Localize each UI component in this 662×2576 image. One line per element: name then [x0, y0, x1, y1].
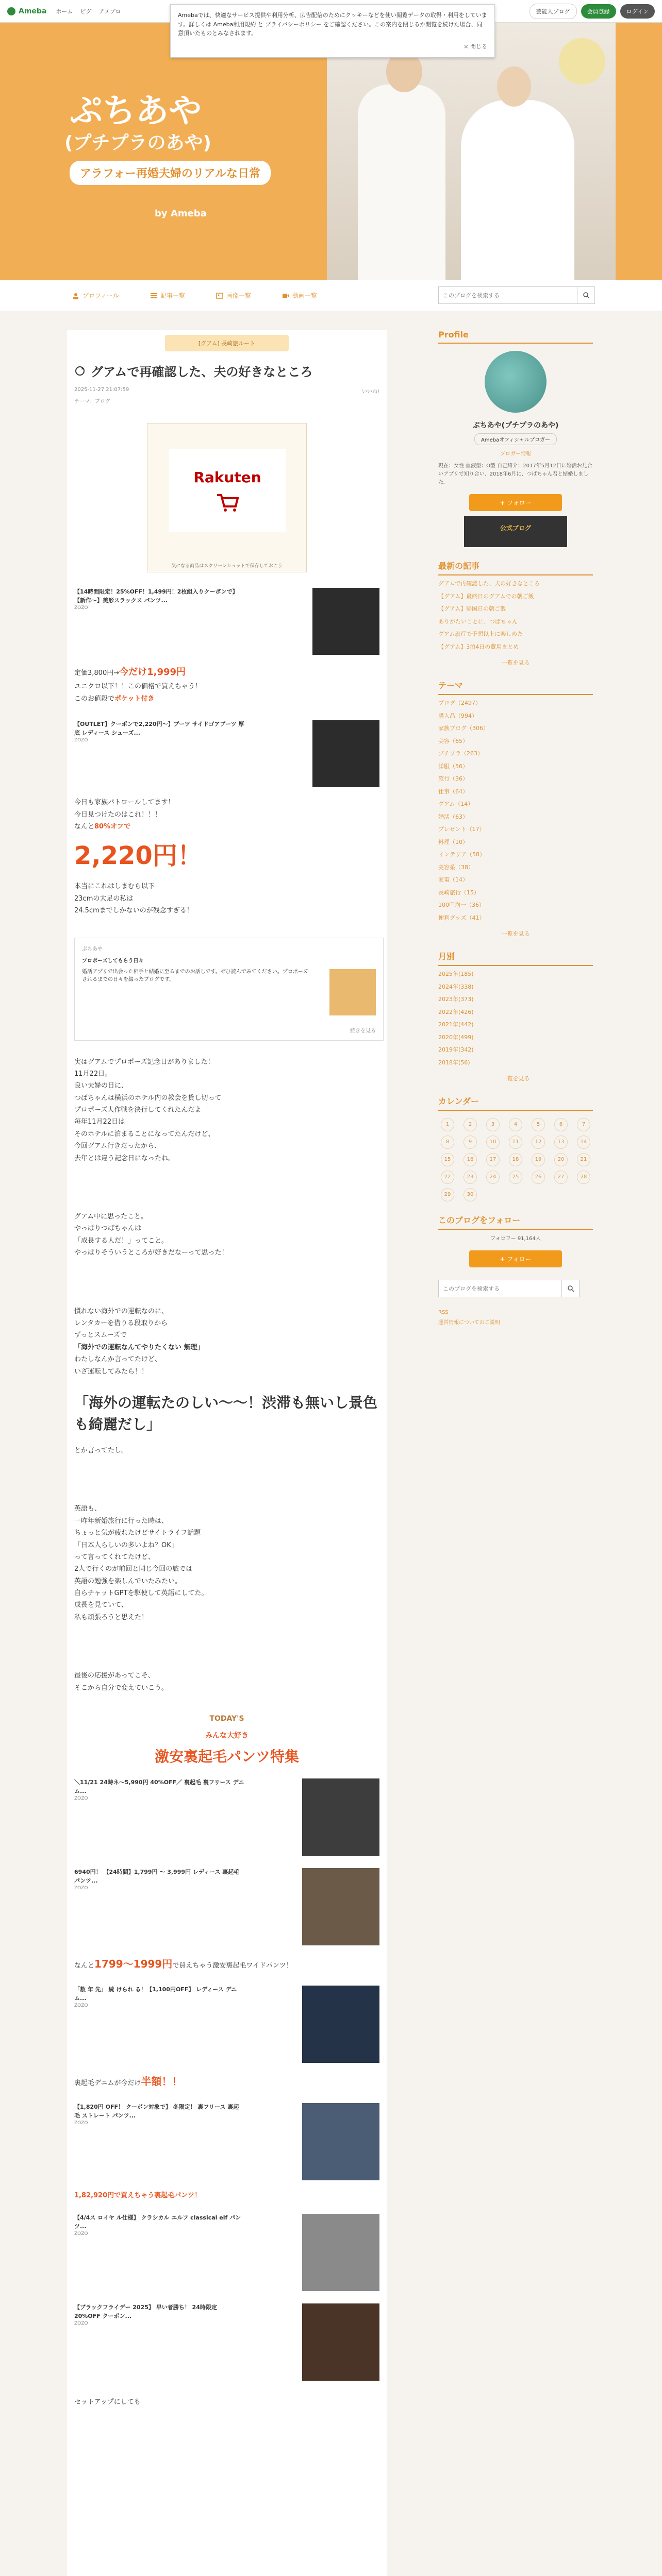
- couple-photo: [327, 23, 616, 280]
- product-2-shop: ZOZO: [74, 738, 88, 743]
- recent-item[interactable]: ありがたいことに、つばちゃん: [438, 618, 518, 625]
- body-block-3: [74, 1306, 379, 1378]
- blog-search-input[interactable]: [438, 286, 577, 304]
- body-line-8: 今回グアム行きだったから、: [74, 1142, 161, 1150]
- article-headline: 「海外の運転たのしい〜〜！渋滞も無いし景色も綺麗だし」: [74, 1394, 378, 1433]
- copy-block-1: [74, 664, 379, 705]
- search-icon: [567, 1285, 574, 1292]
- calendar-day[interactable]: 18: [509, 1153, 522, 1166]
- body-line-11: やっぱりつばちゃんは: [74, 1225, 142, 1233]
- copy-line-5: 今日見つけたのはこれ！！！: [74, 810, 162, 819]
- calendar-day[interactable]: 14: [577, 1136, 590, 1149]
- copy-line-3a: このお値段で: [74, 694, 115, 703]
- coupon-note: [74, 2190, 379, 2201]
- body-line-27: 英語の勉強を楽しんでいたみたい。: [74, 1577, 182, 1585]
- list-item-info: [74, 1778, 244, 1856]
- theme-item[interactable]: ブログ（2497）: [438, 700, 481, 706]
- calendar-day[interactable]: 6: [554, 1118, 568, 1131]
- sidebar-search: [438, 1280, 593, 1297]
- entry-date: 2025-11-27 21:07:59: [74, 387, 129, 393]
- sidebar: [438, 330, 593, 1978]
- body-line-1: 実はグアムでプロポーズ記念日がありました！: [74, 1058, 214, 1066]
- body-line-9: 去年とは違う記念日になったね。: [74, 1154, 175, 1162]
- product-card-2[interactable]: [74, 720, 379, 787]
- copy-line-9: 24.5cmまでしかないのが残念すぎる！: [74, 907, 193, 915]
- product-1-shop: ZOZO: [74, 605, 88, 611]
- celebrity-blog-link[interactable]: 芸能人ブログ: [529, 4, 577, 19]
- body-line-2: 11月22日。: [74, 1070, 112, 1078]
- product-1-title: 【14時間限定！25%OFF！1,499円！2枚組入りクーポンで】【新作～】美形スラックス パンツ...: [74, 588, 238, 604]
- month-list: [438, 970, 593, 1067]
- blog-byline: by Ameba: [155, 208, 207, 219]
- body-line-26: 2人で行くのが前回と同じ今回の旅では: [74, 1565, 193, 1573]
- calendar-day[interactable]: 10: [486, 1136, 500, 1149]
- body-line-21: 英語も、: [74, 1505, 102, 1513]
- body-line-24: 「日本人らしいの多いよね？OK」: [74, 1541, 178, 1549]
- half-note-2: 半額！！: [141, 2075, 183, 2088]
- theme-item[interactable]: プレゼント（17）: [438, 826, 485, 833]
- body-line-28: 自らチャットGPTを駆使して英語にしてた。: [74, 1589, 208, 1598]
- calendar-day[interactable]: 8: [441, 1136, 454, 1149]
- set-note: セットアップにしても: [74, 2398, 141, 2406]
- list-item-title: 「数 年 先」 続 けられ る！【1,100円OFF】 レディース デニム...: [74, 1986, 237, 2002]
- body-line-12: 「成長する人だ！」ってこと。: [74, 1236, 169, 1245]
- theme-item[interactable]: 旅行（36）: [438, 775, 468, 782]
- body-line-17: 「海外での運転なんてやりたくない 無理」: [74, 1343, 204, 1351]
- body-line-6: 毎年11月22日は: [74, 1118, 125, 1126]
- list-item-image: [302, 2303, 379, 2381]
- body-line-20: とか言ってたし。: [74, 1446, 128, 1454]
- calendar-day[interactable]: 25: [509, 1171, 522, 1184]
- refresh-icon: [74, 365, 86, 377]
- operation-info-link[interactable]: 運営情報についてのご説明: [438, 1320, 500, 1326]
- image-icon: [216, 292, 223, 299]
- copy-line-2: ユニクロ以下！！この価格で買えちゃう！: [74, 683, 202, 691]
- today-label: TODAY'S: [209, 1715, 244, 1723]
- calendar-day[interactable]: 5: [532, 1118, 545, 1131]
- bride-figure: [461, 100, 574, 280]
- calendar: [438, 1118, 593, 1201]
- body-block-5: [74, 1503, 379, 1623]
- nav-images-label: 画像一覧: [226, 292, 251, 299]
- register-button[interactable]: 会員登録: [581, 4, 616, 19]
- product-2-title: 【OUTLET】クーポンで2,220円〜】ブーツ サイドゴアブーツ 厚底 レディース シューズ...: [74, 721, 244, 736]
- entry-meta: [74, 387, 379, 395]
- list-item-shop: ZOZO: [74, 2003, 88, 2009]
- blog-header-image: [0, 23, 662, 280]
- calendar-day[interactable]: 11: [509, 1136, 522, 1149]
- theme-item[interactable]: 家族ブログ（306）: [438, 725, 489, 732]
- month-item[interactable]: 2022年(426): [438, 1008, 474, 1015]
- theme-item[interactable]: プチプラ（263）: [438, 750, 483, 757]
- list-item-shop: ZOZO: [74, 1886, 88, 1891]
- half-note-1: 裏起毛デニムが今だけ: [74, 2079, 141, 2088]
- reblog-card[interactable]: [74, 938, 384, 1041]
- rss-link[interactable]: RSS: [438, 1310, 449, 1315]
- entry-title-text: グアムで再確認した、夫の好きなところ: [91, 365, 313, 379]
- nav-ameblo[interactable]: アメブロ: [98, 8, 121, 15]
- follower-count: フォロワー 91,164人: [490, 1236, 541, 1242]
- body-line-16: ずっとスムーズで: [74, 1331, 127, 1340]
- calendar-day[interactable]: 2: [464, 1118, 477, 1131]
- body-block-6: [74, 1670, 379, 1694]
- reblog-text: 婚活アプリで出会った相手と結婚に至るまでのお話しです。ぜひ読んでみてください。プロポーズされるまでの日々を綴ったブログです。: [82, 969, 308, 982]
- body-line-19: いざ運転してみたら！！: [74, 1367, 148, 1376]
- calendar-day[interactable]: 9: [464, 1136, 477, 1149]
- recent-heading: 最新の記事: [438, 560, 593, 575]
- follow-button-bottom[interactable]: + フォロー: [469, 1250, 562, 1267]
- theme-item[interactable]: 料理（10）: [438, 838, 468, 845]
- list-item-title: 【1,820円 OFF！ クーポン対象で】 冬限定！ 裏フリース 裏起毛 ストレート パンツ...: [74, 2104, 239, 2119]
- body-line-23: ちょっと気が疲れたけどサイトライフ話題: [74, 1529, 201, 1537]
- month-more-link[interactable]: 一覧を見る: [501, 1075, 530, 1082]
- body-line-32: そこから自分で変えていこう。: [74, 1684, 169, 1692]
- avatar[interactable]: [485, 351, 547, 413]
- nav-entries[interactable]: [150, 291, 185, 300]
- body-line-22: 一昨年新婚旅行に行った時は、: [74, 1517, 169, 1525]
- copy-line-4: 今日も家族パトロールしてます！: [74, 799, 175, 807]
- login-button[interactable]: ログイン: [620, 4, 655, 19]
- bride-face: [497, 66, 531, 107]
- list-item[interactable]: [74, 1868, 379, 1945]
- list-icon: [150, 292, 157, 299]
- list-item-shop: ZOZO: [74, 1796, 88, 1802]
- body-line-29: 成長を見ていて、: [74, 1601, 128, 1609]
- bouquet: [559, 38, 605, 84]
- calendar-day[interactable]: 17: [486, 1153, 500, 1166]
- theme-item[interactable]: インテリア（58）: [438, 851, 485, 858]
- sale-price: 今だけ1,999円: [119, 667, 186, 677]
- body-line-4: つばちゃんは横浜のホテル内の教会を貸し切って: [74, 1094, 222, 1102]
- body-line-14: 慣れない海外での運転なのに、: [74, 1307, 169, 1315]
- theme-item[interactable]: 長崎旅行（15）: [438, 889, 479, 896]
- theme-item[interactable]: 美容（65）: [438, 737, 468, 744]
- sidebar-footer: [438, 1308, 593, 1328]
- list-item-title: ＼11/21 24時ネ〜5,990円 40%OFF／ 裏起毛 裏フリース デニム...: [74, 1779, 244, 1794]
- product-1-info: [74, 588, 244, 655]
- top-nav: [56, 7, 121, 15]
- theme-item[interactable]: 購入品（994）: [438, 712, 477, 719]
- calendar-heading: カレンダー: [438, 1095, 593, 1111]
- list-item-image: [302, 1778, 379, 1856]
- theme-item[interactable]: 美容系（38）: [438, 863, 474, 871]
- body-block-4: [74, 1445, 379, 1456]
- price-note: [74, 1955, 379, 1973]
- calendar-day[interactable]: 23: [464, 1171, 477, 1184]
- list-item[interactable]: [74, 2214, 379, 2291]
- official-blog-banner[interactable]: 公式ブログ: [464, 516, 567, 547]
- month-item[interactable]: 2021年(442): [438, 1021, 474, 1028]
- recent-item[interactable]: グアムで再確認した、夫の好きなところ: [438, 580, 540, 587]
- user-icon: [72, 292, 79, 299]
- cart-icon: [215, 492, 240, 513]
- today-sub: みんな大好き: [205, 1732, 249, 1740]
- theme-item[interactable]: グアム（14）: [438, 801, 474, 807]
- product-2-image: [312, 720, 379, 787]
- copy-block-3: [74, 880, 379, 917]
- calendar-day[interactable]: 12: [532, 1136, 545, 1149]
- reblog-header: ぷちあや: [82, 946, 103, 952]
- list-item-info: [74, 2103, 244, 2180]
- blog-search: [438, 286, 595, 304]
- sidebar-search-input[interactable]: [438, 1280, 562, 1297]
- profile-name[interactable]: ぷちあや(プチプラのあや): [472, 421, 559, 430]
- recent-list: [438, 580, 593, 651]
- cookie-notice-text: Amebaでは、快適なサービス提供や利用分析、広告配信のためにクッキーなどを使い閲覧データの取得・利用をしています。詳しくは Ameba利用規約 と プライバシーポリシー をご確認ください。この案内を閉じるか閲覧を続けた場合、同意頂いたものとみなされます。: [178, 12, 487, 37]
- today-title: 激安裏起毛パンツ特集: [154, 1748, 299, 1766]
- body-line-3: 良い夫婦の日に、: [74, 1082, 128, 1090]
- calendar-day[interactable]: 22: [441, 1171, 454, 1184]
- calendar-day[interactable]: 29: [441, 1188, 454, 1201]
- calendar-day[interactable]: 30: [464, 1188, 477, 1201]
- calendar-day[interactable]: 27: [554, 1171, 568, 1184]
- price-line: [74, 664, 379, 681]
- month-item[interactable]: 2019年(342): [438, 1046, 474, 1053]
- theme-item[interactable]: 婚活（63）: [438, 813, 468, 820]
- body-line-15: レンタカーを借りる段取りから: [74, 1319, 168, 1327]
- list-item[interactable]: [74, 1986, 379, 2063]
- theme-item[interactable]: 洋服（56）: [438, 762, 468, 770]
- theme-heading: テーマ: [438, 679, 593, 695]
- list-item[interactable]: [74, 1778, 379, 1856]
- search-button[interactable]: [577, 286, 595, 304]
- body-line-31: 最後の応援があってこそ、: [74, 1672, 155, 1680]
- list-item[interactable]: [74, 2103, 379, 2180]
- half-note: [74, 2072, 379, 2091]
- calendar-day[interactable]: 4: [509, 1118, 522, 1131]
- groom-figure: [358, 84, 445, 280]
- nav-videos[interactable]: [282, 291, 317, 300]
- sidebar-search-button[interactable]: [562, 1280, 580, 1297]
- product-1-image: [312, 588, 379, 655]
- article: [67, 330, 387, 2576]
- profile-heading: Profile: [438, 330, 593, 344]
- copy-line-6b: 80%オフで: [94, 822, 131, 831]
- nav-profile[interactable]: [72, 291, 119, 300]
- list-item-shop: ZOZO: [74, 2321, 88, 2327]
- list-item-shop: ZOZO: [74, 2231, 88, 2237]
- copy-line-6: [74, 821, 379, 833]
- body-line-30: 私も頑張ろうと思えた！: [74, 1613, 148, 1621]
- list-item-image: [302, 2103, 379, 2180]
- month-item[interactable]: 2025年(185): [438, 971, 474, 977]
- product-list: [74, 1778, 379, 2409]
- list-item-info: [74, 2303, 244, 2381]
- theme-item[interactable]: 便利グッズ（41）: [438, 914, 485, 921]
- recent-item[interactable]: グアム旅行で予想以上に楽しめた: [438, 631, 523, 637]
- calendar-day[interactable]: 16: [464, 1153, 477, 1166]
- reblog-more-link[interactable]: 続きを見る: [350, 1028, 376, 1034]
- search-icon: [583, 292, 590, 299]
- nav-videos-label: 動画一覧: [292, 292, 317, 299]
- list-item-title: 【ブラックフライデー 2025】 早い者勝ち！ 24時限定 20%OFF クーポン...: [74, 2304, 217, 2319]
- cookie-notice: [170, 4, 495, 58]
- theme-list: [438, 699, 593, 922]
- calendar-day[interactable]: 15: [441, 1153, 454, 1166]
- calendar-day[interactable]: 19: [532, 1153, 545, 1166]
- month-heading: 月別: [438, 950, 593, 966]
- list-item-image: [302, 2214, 379, 2291]
- body-line-18: わたしなんか言ってたけど、: [74, 1355, 162, 1364]
- cookie-notice-close-button[interactable]: × 閉じる: [464, 43, 487, 50]
- theme-more-link[interactable]: 一覧を見る: [501, 930, 530, 937]
- recent-item[interactable]: 【グアム】3泊4日の費用まとめ: [438, 643, 519, 650]
- list-item-info: [74, 1868, 244, 1945]
- list-item-shop: ZOZO: [74, 2121, 88, 2126]
- body-line-7: そのホテルに泊まることになってたんだけど、: [74, 1130, 215, 1138]
- blog-tagline: アラフォー再婚夫婦のリアルな日常: [70, 161, 271, 185]
- calendar-day[interactable]: 7: [577, 1118, 590, 1131]
- entry-theme-label[interactable]: テーマ：ブログ: [74, 399, 110, 404]
- price-note-1: なんと: [74, 1962, 95, 1970]
- body-line-10: グアム中に思ったこと。: [74, 1213, 148, 1221]
- ameba-logo-icon: [7, 7, 15, 15]
- body-block-1: [74, 1056, 379, 1165]
- calendar-day[interactable]: 24: [486, 1171, 500, 1184]
- body-line-25: って言ってくれてたけど、: [74, 1553, 155, 1561]
- theme-item[interactable]: 家電（14）: [438, 876, 468, 883]
- price-note-2: 1799〜1999円: [94, 1958, 173, 1971]
- rakuten-logo-text: Rakuten: [193, 468, 261, 486]
- calendar-day[interactable]: 26: [532, 1171, 545, 1184]
- original-price: 定価3,800円→: [74, 669, 120, 677]
- copy-line-8: 23cmの大足の私は: [74, 894, 134, 903]
- theme-item[interactable]: 仕事（64）: [438, 788, 468, 795]
- month-item[interactable]: 2018年(56): [438, 1059, 470, 1066]
- big-price: 2,220円！: [74, 841, 202, 871]
- rakuten-room-widget[interactable]: [147, 423, 307, 572]
- calendar-day[interactable]: 13: [554, 1136, 568, 1149]
- theme-item[interactable]: 100円均一（36）: [438, 902, 485, 908]
- list-item[interactable]: [74, 2303, 379, 2381]
- nav-pigg[interactable]: ピグ: [80, 8, 92, 15]
- blogger-info-link[interactable]: ブロガー情報: [500, 451, 531, 457]
- nav-entries-label: 記事一覧: [160, 292, 185, 299]
- body-line-13: やっぱりそういうところが好きだなーって思った！: [74, 1249, 228, 1257]
- product-2-info: [74, 720, 244, 787]
- calendar-day[interactable]: 28: [577, 1171, 590, 1184]
- body-block-2: [74, 1211, 379, 1259]
- follow-heading: このブログをフォロー: [438, 1214, 593, 1230]
- coupon-note-text: 1,82,920円で買えちゃう裏起毛パンツ！: [74, 2192, 202, 2200]
- rakuten-caption: 気になる商品はスクリーンショットで保存しておこう: [171, 564, 283, 569]
- product-card-1[interactable]: [74, 588, 379, 655]
- calendar-day[interactable]: 21: [577, 1153, 590, 1166]
- copy-block-2: [74, 796, 379, 833]
- list-item-title: 【4/4ス ロイヤ ル仕様】 クラシカル エルフ classical elf パンツ...: [74, 2214, 241, 2230]
- list-item-info: [74, 2214, 244, 2291]
- recent-more-link[interactable]: 一覧を見る: [501, 659, 530, 666]
- follow-button[interactable]: + フォロー: [469, 494, 562, 511]
- recent-item[interactable]: 【グアム】帰国日の朝ご飯: [438, 605, 506, 612]
- nav-images[interactable]: [216, 291, 251, 300]
- recent-item[interactable]: 【グアム】最終日のグアムでの朝ご飯: [438, 592, 534, 600]
- list-item-title: 6940円！ 【24時間】1,799円 〜 3,999円 レディース 裏起毛 パンツ...: [74, 1869, 240, 1884]
- copy-line-3b: ポケット付き: [114, 694, 155, 703]
- reblog-image: [329, 969, 376, 1015]
- header-actions: [529, 4, 655, 19]
- blog-title: ぷちあや: [70, 92, 202, 130]
- month-item[interactable]: 2020年(499): [438, 1033, 474, 1041]
- calendar-day[interactable]: 1: [441, 1118, 454, 1131]
- nav-home[interactable]: ホーム: [56, 8, 73, 15]
- blog-subtitle: (プチプラのあや): [64, 132, 211, 154]
- list-item-image: [302, 1986, 379, 2063]
- today-banner: [74, 1715, 379, 1766]
- month-item[interactable]: 2023年(373): [438, 996, 474, 1003]
- copy-line-6a: なんと: [74, 822, 95, 831]
- reblog-title: プロポーズしてもらう日々: [82, 958, 144, 964]
- entry-title[interactable]: [74, 362, 379, 380]
- nav-profile-label: プロフィール: [82, 292, 119, 299]
- video-icon: [282, 292, 289, 299]
- official-badge: Amebaオフィシャルブロガー: [474, 433, 557, 445]
- month-item[interactable]: 2024年(338): [438, 983, 474, 990]
- copy-line-7: 本当にこれはしまむら以下: [74, 883, 155, 891]
- ameba-logo[interactable]: [7, 7, 46, 15]
- rakuten-logo: [169, 449, 286, 532]
- copy-line-3: [74, 693, 379, 705]
- list-item-image: [302, 1868, 379, 1945]
- price-note-3: で買えちゃう激安裏起毛ワイドパンツ！: [172, 1962, 293, 1970]
- theme-badge[interactable]: [グアム] 長崎旅ルート: [165, 335, 289, 351]
- list-item-info: [74, 1986, 244, 2063]
- like-button[interactable]: いいね!: [361, 389, 379, 395]
- profile-text: 現在：女性 血液型：O型 自己紹介：2017年5月12日に婚活お見合いアプリで知り合い、2018年6月に、つばちゃん君と結婚しました。: [438, 463, 592, 485]
- brand-text: Ameba: [19, 7, 47, 15]
- calendar-day[interactable]: 20: [554, 1153, 568, 1166]
- calendar-day[interactable]: 3: [486, 1118, 500, 1131]
- body-line-5: プロポーズ大作戦を決行してくれたんだよ: [74, 1106, 202, 1114]
